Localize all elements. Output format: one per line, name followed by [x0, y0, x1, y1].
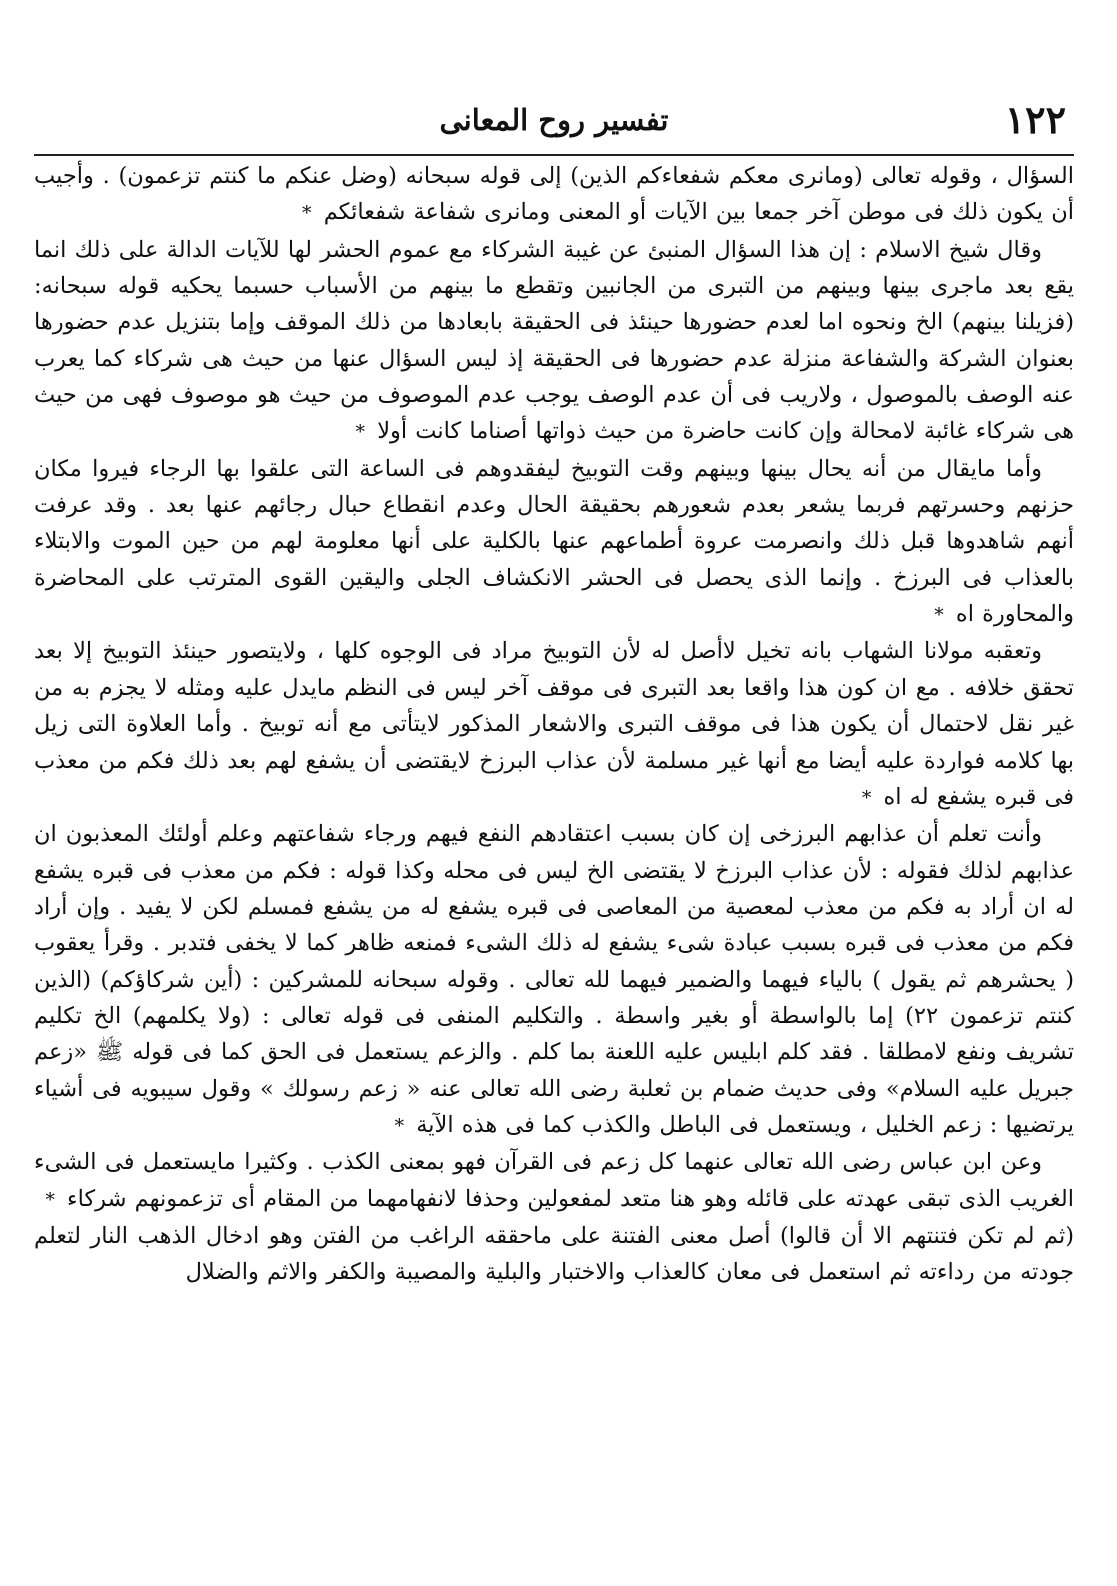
end-mark-icon: * — [394, 1114, 405, 1137]
paragraph — [34, 451, 1074, 634]
paragraph-text: وتعقبه مولانا الشهاب بانه تخيل لاأصل له لأن التوبيخ مراد فى الوجوه كلها ، ولايتصور حينئذ التوبيخ إلا بعد تحقق خلافه . مع ان كون هذا واقعا بعد التبرى فى موقف آخر ليس فى النظم مايدل عليه ومثله لا يجزم به من غير نقل لاحتمال أن يكون هذا فى موقف التبرى والاشعار المذكور لايتأتى مع أنه توبيخ . وأما العلاوة التى زيل بها كلامه فواردة عليه أيضا مع أنها غير مسلمة لأن عذاب البرزخ لايقتضى أن يشفع لهم بعد ذلك فكم من معذب فى قبره يشفع له اه — [34, 638, 1074, 810]
paragraph — [34, 232, 1074, 451]
end-mark-icon: * — [861, 786, 872, 809]
paragraph-text: وقال شيخ الاسلام : إن هذا السؤال المنبئ عن غيبة الشركاء مع عموم الحشر لها للآيات الدالة على ذلك انما يقع بعد ماجرى بينها وبينهم من التبرى من الجانبين وتقطع ما بينهم من الأسباب حسبما يحكيه قوله سبحانه: (فزيلنا بينهم) الخ ونحوه اما لعدم حضورها حينئذ فى الحقيقة بابعادها من ذلك الموقف وإما بتنزيل عدم حضورها بعنوان الشركة والشفاعة منزلة عدم حضورها فى الحقيقة إذ ليس السؤال عنها من حيث هى شركاء كما يعرب عنه الوصف بالموصول ، ولاريب فى أن عدم الوصف يوجب عدم الموصوف من حيث هو موصوف فهى من حيث هى شركاء غائبة لامحالة وإن كانت حاضرة من حيث ذواتها أصناما كانت أولا — [34, 236, 1074, 445]
end-mark-icon: * — [355, 421, 366, 444]
paragraph — [34, 633, 1074, 816]
body-text — [34, 156, 1074, 1292]
document-page — [34, 92, 1074, 1552]
page-header — [34, 92, 1074, 156]
page-number: ١٢٢ — [1004, 97, 1066, 142]
paragraph-text: وعن ابن عباس رضى الله تعالى عنهما كل زعم فى القرآن فهو بمعنى الكذب . وكثيرا مايستعمل فى الشىء الغريب الذى تبقى عهدته على قائله وهو هنا متعد لمفعولين وحذفا لانفهامهما من المقام أى تزعمونهم شركاء — [34, 1149, 1074, 1212]
end-mark-icon: * — [302, 202, 312, 225]
end-mark-icon: * — [934, 604, 944, 627]
paragraph-text: السؤال ، وقوله تعالى (ومانرى معكم شفعاءكم الذين) إلى قوله سبحانه (وضل عنكم ما كنتم تزعمون) . وأجيب أن يكون ذلك فى موطن آخر جمعا بين الآيات أو المعنى ومانرى شفاعة شفعائكم — [34, 163, 1074, 226]
paragraph — [34, 1218, 1074, 1292]
paragraph-text: وأما مايقال من أنه يحال بينها وبينهم وقت التوبيخ ليفقدوهم فى الساعة التى علقوا بها الرجاء فيروا مكان حزنهم وحسرتهم فربما يشعر بعدم شعورهم بحقيقة الحال وعدم انقطاع حبال رجائهم عنها بعد . وقد عرفت أنهم شاهدوها قبل ذلك وانصرمت عروة أطماعهم عنها بالكلية على أنها معلومة لهم من حين الموت والابتلاء بالعذاب فى البرزخ . وإنما الذى يحصل فى الحشر الانكشاف الجلى واليقين القوى المترتب على المحاضرة والمحاورة اه — [34, 455, 1074, 628]
paragraph-text: (ثم لم تكن فتنتهم الا أن قالوا) أصل معنى الفتنة على ماحققه الراغب من الفتن وهو ادخال الذهب النار لتعلم جودته من رداءته ثم استعمل فى معان كالعذاب والاختبار والبلية والمصيبة والكفر والاثم والضلال — [34, 1222, 1074, 1286]
paragraph — [34, 158, 1074, 232]
paragraph-text: وأنت تعلم أن عذابهم البرزخى إن كان بسبب اعتقادهم النفع فيهم ورجاء شفاعتهم وعلم أولئك المعذبون ان عذابهم لذلك فقوله : لأن عذاب البرزخ لا يقتضى الخ ليس فى محله وكذا قوله : فكم من معذب فى قبره يشفع له ان أراد به فكم من معذب لمعصية من المعاصى فى قبره يشفع له من يشفع فمسلم لكن لا يفيد . وإن أراد فكم من معذب فى قبره بسبب عبادة شىء يشفع له ذلك الشىء فمنعه ظاهر كما لا يخفى فتدبر . وقرأ يعقوب ( يحشرهم ثم يقول ) بالياء فيهما والضمير فيهما لله تعالى . وقوله سبحانه للمشركين : (أين شركاؤكم) (الذين كنتم تزعمون ٢٢) إما بالواسطة أو بغير واسطة . والتكليم المنفى فى قوله تعالى : (ولا يكلمهم) الخ تكليم تشريف ونفع لامطلقا . فقد كلم ابليس عليه اللعنة بما كلم . والزعم يستعمل فى الحق كما فى قوله ﷺ «زعم جبريل عليه السلام» وفى حديث ضمام بن ثعلبة رضى الله تعالى عنه « زعم رسولك » وقول سيبويه فى أشياء يرتضيها : زعم الخليل ، ويستعمل فى الباطل والكذب كما فى هذه الآية — [34, 821, 1074, 1138]
paragraph — [34, 816, 1074, 1144]
running-title: تفسير روح المعانى — [439, 103, 669, 137]
paragraph — [34, 1144, 1074, 1218]
end-mark-icon: * — [45, 1188, 55, 1211]
